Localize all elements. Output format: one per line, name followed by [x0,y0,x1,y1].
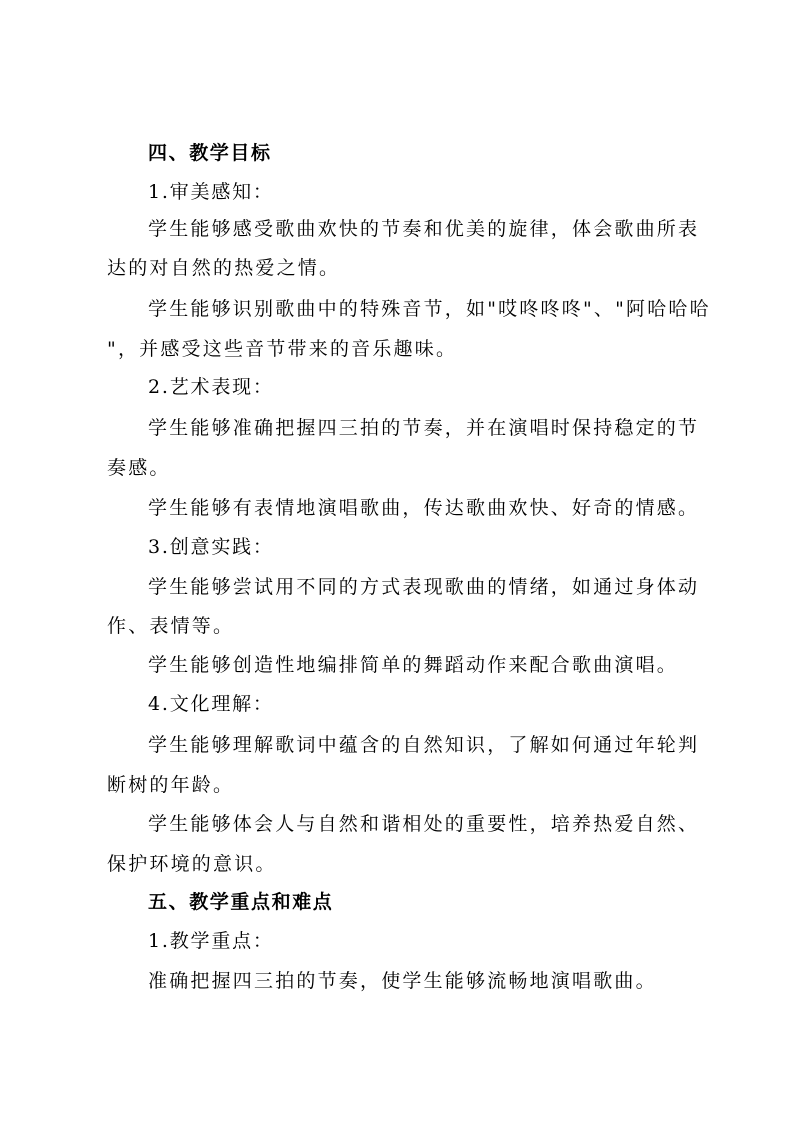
section-heading-key-points: 五、教学重点和难点 [148,891,334,913]
paragraph-line: 学生能够准确把握四三拍的节奏，并在演唱时保持稳定的节 [148,417,700,439]
paragraph-line: 学生能够感受歌曲欢快的节奏和优美的旋律，体会歌曲所表 [148,218,700,240]
paragraph-line: 学生能够尝试用不同的方式表现歌曲的情绪，如通过身体动 [148,576,700,598]
subsection-title-teaching-focus: 1.教学重点： [148,930,274,952]
subsection-title-artistic-expression: 2.艺术表现： [148,376,274,398]
paragraph-line: "，并感受这些音节带来的音乐趣味。 [107,338,458,360]
subsection-title-cultural-understanding: 4.文化理解： [148,693,274,715]
paragraph-line: 准确把握四三拍的节奏，使学生能够流畅地演唱歌曲。 [148,970,657,992]
section-heading-teaching-goals: 四、教学目标 [148,142,272,164]
paragraph-line: 学生能够有表情地演唱歌曲，传达歌曲欢快、好奇的情感。 [148,497,700,519]
paragraph-line: 学生能够理解歌词中蕴含的自然知识，了解如何通过年轮判 [148,734,700,756]
paragraph-line: 学生能够体会人与自然和谐相处的重要性，培养热爱自然、 [148,813,700,835]
paragraph-line: 学生能够创造性地编排简单的舞蹈动作来配合歌曲演唱。 [148,654,679,676]
subsection-title-aesthetic-perception: 1.审美感知： [148,181,274,203]
paragraph-line: 作、表情等。 [107,615,235,637]
paragraph-line: 学生能够识别歌曲中的特殊音节，如"哎咚咚咚"、"阿哈哈哈 [148,298,711,320]
subsection-title-creative-practice: 3.创意实践： [148,536,274,558]
paragraph-line: 奏感。 [107,457,171,479]
paragraph-line: 保护环境的意识。 [107,853,277,875]
paragraph-line: 达的对自然的热爱之情。 [107,257,341,279]
paragraph-line: 断树的年龄。 [107,774,235,796]
